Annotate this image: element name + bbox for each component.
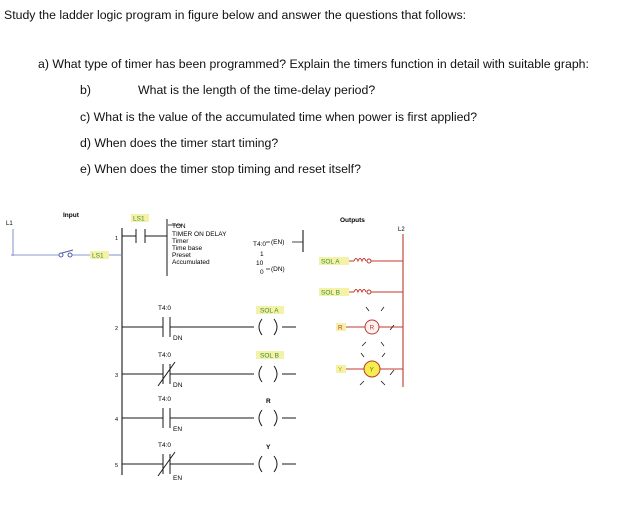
accumulated-value: 0	[260, 269, 264, 276]
coil-sol-a: SOL A	[260, 307, 279, 315]
ladder-diagram	[0, 200, 643, 518]
rung-2	[122, 317, 296, 337]
coil-y: Y	[266, 444, 271, 451]
contact-address: T4:0	[158, 352, 172, 359]
contact-address: T4:0	[158, 396, 172, 403]
rung-number: 1	[115, 236, 119, 242]
red-lamp-label: R	[369, 324, 375, 332]
ls1-limit-switch	[59, 250, 73, 257]
question-e: e) When does the timer stop timing and reset itself?	[80, 162, 361, 176]
contact-address: T4:0	[158, 305, 172, 312]
l1-label: L1	[6, 221, 13, 227]
contact-bit: EN	[173, 475, 183, 482]
question-d: d) When does the timer start timing?	[80, 136, 279, 150]
question-b-label: b)	[80, 83, 91, 97]
red-lamp-tag: R	[338, 324, 343, 332]
question-b-text: What is the length of the time-delay period?	[138, 83, 376, 97]
outputs-header: Outputs	[340, 217, 365, 224]
timer-field-label: Timer	[172, 238, 189, 245]
l2-label: L2	[398, 227, 405, 233]
question-a: a) What type of timer has been programmed? Explain the timers function in detail with suitable graph:	[38, 57, 589, 71]
preset-field-label: Preset	[172, 252, 191, 259]
ls1-contact-label: LS1	[133, 215, 145, 223]
time-base-value: 1	[260, 251, 264, 258]
contact-address: T4:0	[158, 442, 172, 449]
rung-3	[122, 362, 296, 386]
contact-bit: EN	[173, 426, 183, 433]
timebase-field-label: Time base	[172, 245, 203, 252]
timer-description: TIMER ON DELAY	[172, 231, 227, 238]
ls1-input-label: LS1	[92, 252, 104, 260]
rung-1	[122, 219, 167, 276]
rung-number: 4	[115, 417, 119, 423]
en-coil: (EN)	[271, 239, 285, 246]
rung-4	[122, 408, 296, 428]
sol-b-solenoid-icon	[349, 290, 403, 295]
sol-a-label: SOL A	[321, 258, 340, 266]
dn-coil: (DN)	[271, 266, 285, 273]
accumulated-field-label: Accumulated	[172, 259, 210, 266]
timer-address: T4:0	[253, 241, 267, 248]
rung-number: 5	[115, 463, 119, 469]
rung-5	[122, 452, 296, 476]
input-header: Input	[63, 212, 79, 219]
sol-b-label: SOL B	[321, 289, 340, 297]
rung-number: 3	[115, 373, 119, 379]
coil-r: R	[266, 398, 271, 405]
yellow-lamp-tag: Y	[338, 366, 343, 374]
question-c: c) What is the value of the accumulated time when power is first applied?	[80, 110, 478, 124]
preset-value: 10	[256, 260, 264, 267]
timer-block	[168, 223, 303, 276]
coil-sol-b: SOL B	[260, 352, 279, 360]
yellow-lamp-label: Y	[369, 366, 374, 374]
rung-number: 2	[115, 326, 119, 332]
contact-bit: DN	[173, 382, 183, 389]
intro-text: Study the ladder logic program in figure below and answer the questions that follows:	[4, 8, 467, 22]
contact-bit: DN	[173, 335, 183, 342]
timer-type: TON	[172, 223, 186, 230]
sol-a-solenoid-icon	[349, 259, 403, 264]
